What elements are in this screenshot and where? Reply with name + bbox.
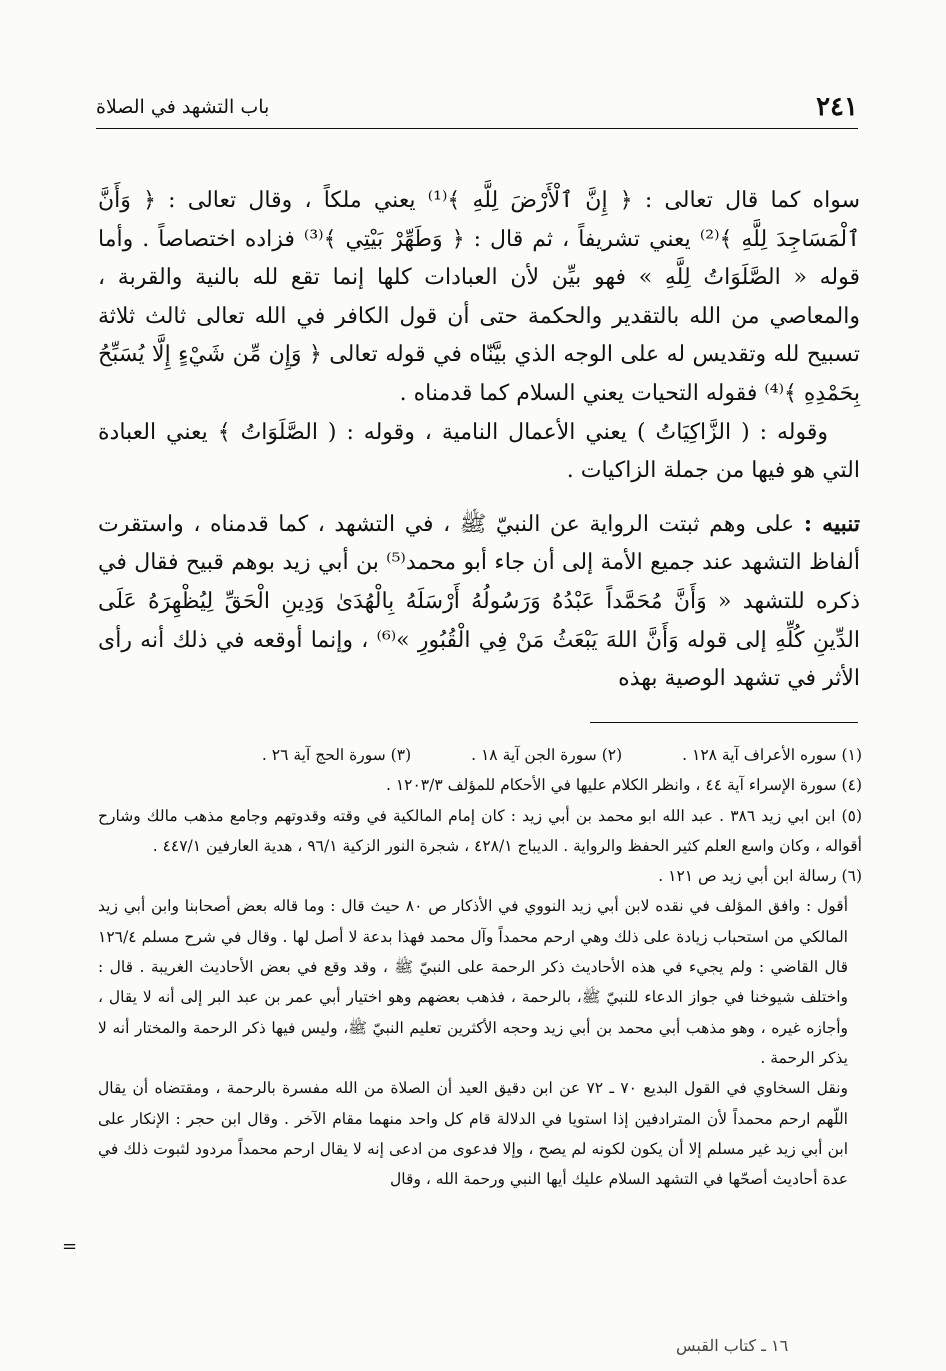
footnote-4: (٤) سورة الإسراء آية ٤٤ ، وانظر الكلام عليها في الأحكام للمؤلف ١٢٠٣/٣ . bbox=[385, 776, 862, 795]
footnote-divider bbox=[590, 722, 858, 723]
footnote-row-1 bbox=[98, 740, 862, 770]
footnote-1: (١) سوره الأعراف آية ١٢٨ . bbox=[682, 746, 862, 764]
paragraph-3 bbox=[98, 505, 860, 699]
running-title: باب التشهد في الصلاة bbox=[96, 96, 270, 118]
notice-label: تنبيه : bbox=[803, 510, 860, 537]
main-text bbox=[98, 182, 860, 699]
footnote-5: (٥) ابن ابي زيد ٣٨٦ . عبد الله ابو محمد بن أبي زيد : كان إمام المالكية في وقته وقدوتهم وجامع مذهب مالك وشارح أقواله ، وكان واسع العلم كثير الحفظ والرواية . الديباج ٤٢٨/١ ، شجرة النور الزكية ٩٦/١ ، هدية العارفين ٤٤٧/١ . bbox=[98, 806, 862, 855]
footnote-6-comment-b: ونقل السخاوي في القول البديع ٧٠ ـ ٧٢ عن ابن دقيق العيد أن الصلاة من الله مفسرة بالرحمة ، ومقتضاه أن يقال اللّهم ارحم محمداً لأن المترادفين إذا استويا في الدلالة قام كل واحد منهما مقام الآخر . وقال ابن حجر : الإنكار على ابن أبي زيد غير مسلم إلا أن يكون لكونه لم يصح ، وإلا فدعوى من ادعى إنه لا يقال ارحم محمداً مردود لثبوت ذلك في عدة أحاديث أصحّها في التشهد السلام عليك أيها النبي ورحمة الله ، وقال bbox=[98, 1079, 849, 1189]
paragraph-2 bbox=[98, 414, 860, 491]
continuation-mark: = bbox=[62, 1236, 78, 1257]
page-number: ٢٤١ bbox=[816, 92, 858, 122]
page-header bbox=[96, 88, 858, 129]
footnote-6: (٦) رسالة ابن أبي زيد ص ١٢١ . bbox=[658, 867, 862, 886]
paragraph-1: سواه كما قال تعالى : ﴿ إِنَّ ٱلْأَرْضَ لِلَّهِ ﴾⁽¹⁾ يعني ملكاً ، وقال تعالى : ﴿ وَأَنَّ ٱلْمَسَاجِدَ لِلَّهِ ﴾⁽²⁾ يعني تشريفاً ، ثم قال : ﴿ وَطَهِّرْ بَيْتِي ﴾⁽³⁾ فزاده اختصاصاً . وأما قوله « الصَّلَوَاتُ لِلَّهِ » فهو بيِّن لأن العبادات كلها إنما تقع لله بالنية والقربة ، والمعاصي من الله بالتقدير والحكمة حتى أن قول الكافر في الله تعالى ثالث ثلاثة تسبيح لله وتقديس له على الوجه الذي بيَّنّاه في قوله تعالى ﴿ وَإِن مِّن شَيْءٍ إِلَّا يُسَبِّحُ بِحَمْدِهِ ﴾⁽⁴⁾ فقوله التحيات يعني السلام كما قدمناه . bbox=[98, 188, 860, 406]
footnote-6-comment-a: أقول : وافق المؤلف في نقده لابن أبي زيد النووي في الأذكار ص ٨٠ حيث قال : وما قاله بعض أصحابنا وابن أبي زيد المالكي من استحباب زيادة على ذلك وهي ارحم محمداً وآل محمد فهذا بدعة لا أصل لها . وقال في شرح مسلم ١٢٦/٤ قال القاضي : ولم يجيء في هذه الأحاديث ذكر الرحمة على النبيّ ﷺ ، وقد وقع في بعض الأحاديث الغريبة . قال : واختلف شيوخنا في جواز الدعاء للنبيّ ﷺ، بالرحمة ، فذهب بعضهم وهو اختيار أبي عمر بن عبد البر إلى أنه لا يقال ، وأجازه غيره ، وهو مذهب أبي محمد بن أبي زيد وحجه الأكثرين تعليم النبيّ ﷺ، وليس فيها ذكر الرحمة والمختار أنه لا يذكر الرحمة . bbox=[98, 897, 849, 1067]
paragraph-3-text: على وهم ثبتت الرواية عن النبيّ ﷺ ، في التشهد ، كما قدمناه ، واستقرت ألفاظ التشهد عند جميع الأمة إلى أن جاء أبو محمد⁽⁵⁾ بن أبي زيد بوهم قبيح فقال في ذكره للتشهد « وَأَنَّ مُحَمَّداً عَبْدُهُ وَرَسُولُهُ أَرْسَلَهُ بِالْهُدَىٰ وَدِينِ الْحَقِّ لِيُظْهِرَهُ عَلَى الدِّينِ كُلِّهِ إلى قوله وَأَنَّ اللهَ يَبْعَثُ مَنْ فِي الْقُبُورِ »⁽⁶⁾ ، وإنما أوقعه في ذلك أنه رأى الأثر في تشهد الوصية بهذه bbox=[98, 511, 860, 692]
page-footer-signature: ١٦ ـ كتاب القبس bbox=[676, 1336, 789, 1355]
footnote-3: (٣) سورة الحج آية ٢٦ . bbox=[261, 746, 412, 764]
paragraph-2-text: وقوله : ( الزَّاكِيَاتُ ) يعني الأعمال النامية ، وقوله : ( الصَّلَوَاتُ ﴾ يعني العبادة التي هو فيها من جملة الزاكيات . bbox=[98, 419, 860, 484]
footnote-2: (٢) سورة الجن آية ١٨ . bbox=[471, 746, 623, 764]
footnotes bbox=[98, 740, 862, 1194]
